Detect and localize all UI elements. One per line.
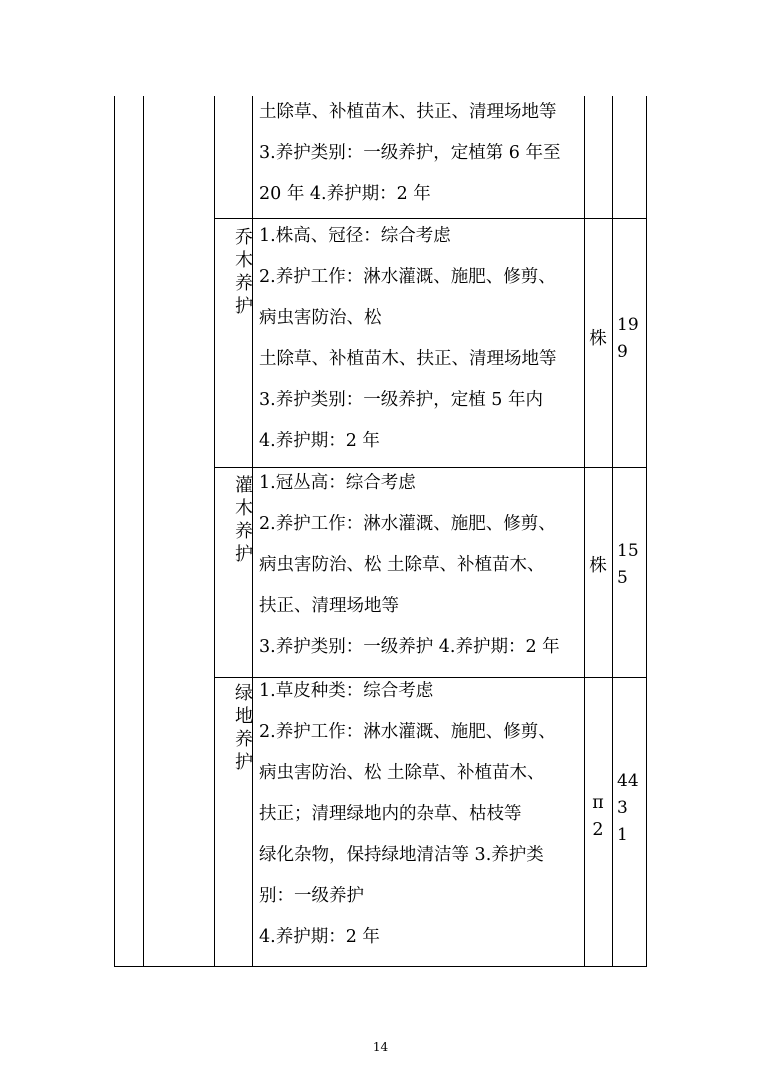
row-4-unit: π 2 (592, 793, 604, 840)
row-2-line-3: 病虫害防治、松 (259, 308, 382, 328)
row-3-quantity: 15 5 (617, 541, 639, 588)
row-3-item-name: 灌 木 养 护 (235, 475, 253, 565)
row-2-line-5: 3.养护类别：一级养护，定植 5 年内 (259, 390, 543, 410)
table-border-bottom (114, 966, 646, 967)
row-4-line-3: 病虫害防治、松 土除草、补植苗木、 (259, 763, 545, 783)
row-3-unit: 株 (589, 556, 607, 576)
table-col-divider-4 (584, 96, 585, 967)
row-4-line-7: 4.养护期：2 年 (259, 927, 380, 947)
row-2-quantity: 19 9 (617, 315, 639, 362)
row-1-line-3: 20 年 4.养护期：2 年 (259, 184, 431, 204)
row-3-line-5: 3.养护类别：一级养护 4.养护期：2 年 (259, 637, 560, 657)
row-4-line-4: 扶正；清理绿地内的杂草、枯枝等 (259, 804, 522, 824)
row-4-line-5: 绿化杂物，保持绿地清洁等 3.养护类 (259, 845, 544, 865)
row-2-item-name: 乔 木 养 护 (235, 227, 253, 317)
row-4-line-6: 别：一级养护 (259, 886, 364, 906)
row-1-line-1: 土除草、补植苗木、扶正、清理场地等 (259, 102, 557, 122)
row-3-description (259, 463, 583, 668)
table-col-divider-1 (143, 96, 144, 967)
row-3-line-1: 1.冠丛高：综合考虑 (259, 473, 416, 493)
row-1-line-2: 3.养护类别：一级养护，定植第 6 年至 (259, 143, 561, 163)
row-4-line-2: 2.养护工作：淋水灌溉、施肥、修剪、 (259, 722, 556, 742)
page-number: 14 (372, 1040, 389, 1054)
row-2-line-4: 土除草、补植苗木、扶正、清理场地等 (259, 349, 557, 369)
row-3-line-3: 病虫害防治、松 土除草、补植苗木、 (259, 555, 545, 575)
table-border-left (114, 96, 115, 967)
row-2-line-2: 2.养护工作：淋水灌溉、施肥、修剪、 (259, 267, 556, 287)
table-col-divider-2 (214, 96, 215, 967)
row-2-line-6: 4.养护期：2 年 (259, 431, 380, 451)
row-3-line-2: 2.养护工作：淋水灌溉、施肥、修剪、 (259, 514, 556, 534)
row-2-unit: 株 (589, 329, 607, 349)
table-border-right (646, 96, 647, 967)
row-4-quantity: 44 3 1 (617, 771, 639, 845)
row-4-description (259, 671, 583, 958)
row-2-line-1: 1.株高、冠径：综合考虑 (259, 226, 451, 246)
row-4-line-1: 1.草皮种类：综合考虑 (259, 681, 434, 701)
row-1-description (259, 92, 583, 215)
row-2-description (259, 216, 583, 462)
row-3-line-4: 扶正、清理场地等 (259, 596, 399, 616)
row-4-item-name: 绿 地 养 护 (235, 683, 253, 773)
table-col-divider-5 (612, 96, 613, 967)
